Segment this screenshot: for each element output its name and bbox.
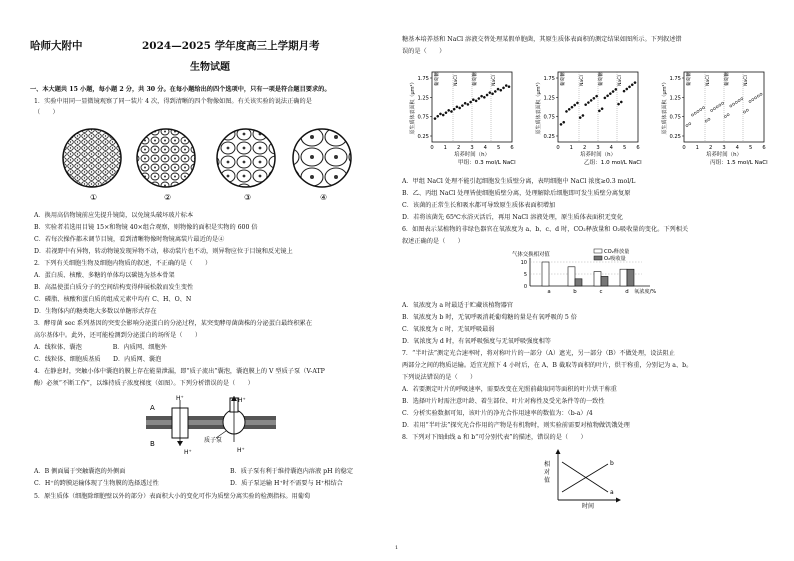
fig5-xtick-label: 1 <box>569 145 573 151</box>
fig5-data-point <box>502 87 504 89</box>
q6-stem: 6．如图表示某植物的非绿色器官在氧浓度为 a、b、c、d 时，CO₂释放量和 O₂吸收量的变化。下列相关 <box>402 226 689 233</box>
q2-option-d: D．生物体内的糖类绝大多数以单糖形式存在 <box>34 308 157 315</box>
gas-exchange-chart <box>502 248 672 298</box>
fig6-bar-co2 <box>620 269 627 286</box>
q2-option-c: C．磷脂、核酸和蛋白质的组成元素中均有 C、H、O、N <box>34 296 192 303</box>
fig5-data-point <box>464 102 466 104</box>
fig5-data-point <box>491 93 493 95</box>
q7-option-c: C．分析实验数据可知，该叶片的净光合作用速率的数值为：（b-a）/4 <box>402 410 593 417</box>
fig5-data-point <box>708 118 710 120</box>
fig5-data-point <box>579 117 581 119</box>
fig4-h-top-left: H⁺ <box>176 395 184 402</box>
fig5-treatment-label: 葡萄糖 <box>561 72 566 86</box>
q6-stem-cont: 叙述正确的是（ ） <box>402 238 464 245</box>
fig5-xtick-label: 0 <box>682 145 686 151</box>
page-number: 1 <box>395 545 399 551</box>
fig5-xtick-label: 4 <box>483 145 487 151</box>
fig5-data-point <box>448 109 450 111</box>
fig5-data-point <box>713 108 715 110</box>
q3-stem: 3．酵母菌 sec 系列基因的突变会影响分泌蛋白的分泌过程，某突变酵母菌菌株的分泌蛋白最终积累在 <box>34 320 313 327</box>
fig5-data-point <box>593 97 595 99</box>
fig5-data-point <box>746 109 748 111</box>
fig4-side-b: B <box>150 440 155 448</box>
q4-option-a: A．B 侧面属于突触囊泡的外侧面 <box>34 468 126 475</box>
subject-title: 生物试题 <box>190 62 230 73</box>
fig5-data-point <box>604 97 606 99</box>
fig5-data-point <box>560 123 562 125</box>
proton-pump-figure <box>146 394 276 456</box>
fig6-category-label: a <box>547 289 551 295</box>
fig5-caption: 丙组：1.5 mol/L NaCl <box>710 160 768 166</box>
q4-option-d: D．质子泵运输 H⁺时不需要与 H⁺相结合 <box>230 480 343 487</box>
fig6-ytick-label: 0 <box>523 284 527 290</box>
q7-stem-cont2: 下列说法错误的是（ ） <box>402 374 477 381</box>
fig5-ylabel: 原生质体表面积（μm²） <box>536 79 542 135</box>
q1-option-a: A．换用高倍物镜前应先提升镜筒，以免镜头破坏玻片标本 <box>34 212 194 219</box>
fig5-ytick-label: 1.75 <box>669 76 681 82</box>
fig5-data-point <box>612 90 614 92</box>
fig5-data-point <box>601 108 603 110</box>
fig5-data-point <box>456 106 458 108</box>
fig5-treatment-label: NaCl <box>706 75 711 86</box>
fig8-ylabel-3: 值 <box>544 477 551 484</box>
q3-options-ab: A．线粒体、囊泡 B．内质网、细胞外 <box>34 344 167 351</box>
fig5-treatment-label: 葡萄糖 <box>725 72 730 86</box>
fig5-xlabel: 培养时间（h） <box>580 152 616 158</box>
fig6-xlabel: 氧浓度/% <box>634 289 657 295</box>
fig4-h-bottom-left: H⁺ <box>184 449 192 456</box>
fig5-data-point <box>727 114 729 116</box>
fig5-data-point <box>587 101 589 103</box>
fig5-treatment-label: NaCl <box>580 75 585 86</box>
fig5-xtick-label: 3 <box>596 145 600 151</box>
fig6-category-label: d <box>625 289 629 295</box>
fig5-data-point <box>749 100 751 102</box>
fig5-data-point <box>508 86 510 88</box>
fig5-xtick-label: 1 <box>695 145 699 151</box>
curve-figure <box>542 448 622 510</box>
q2-stem: 2．下列有关细胞生物及细胞内物质的叙述，不正确的是（ ） <box>34 260 212 267</box>
fig5-xtick-label: 6 <box>762 145 766 151</box>
fig1-label-2: ② <box>164 193 172 202</box>
fig5-data-point <box>738 99 740 101</box>
fig5-data-point <box>568 108 570 110</box>
q7-option-b: B．选择叶片时需注意叶龄、着生部位、叶片对称性及受光条件等的一致性 <box>402 398 605 405</box>
fig6-bar-co2 <box>568 267 575 286</box>
q5-option-a: A．甲组 NaCl 处理不能引起细胞发生质壁分离，表明细胞中 NaCl 浓度≥0.3 mol/L <box>402 178 636 185</box>
fig4-side-a: A <box>150 404 155 412</box>
fig5-xlabel: 培养时间（h） <box>706 152 742 158</box>
fig5-data-point <box>467 103 469 105</box>
fig5-data-point <box>752 99 754 101</box>
fig5-data-point <box>480 95 482 97</box>
q8-stem: 8．下列对下图曲线 a 和 b“可分别代表”的描述，错误的是（ ） <box>402 434 587 441</box>
fig5-data-point <box>606 95 608 97</box>
fig5-data-point <box>724 115 726 117</box>
fig4-h-top-right: H⁺ <box>238 397 246 404</box>
fig5-data-point <box>494 90 496 92</box>
fig5-treatment-label: 葡萄糖 <box>599 72 604 86</box>
fig8-ylabel-1: 相 <box>544 461 551 468</box>
fig6-category-label: c <box>599 289 603 295</box>
fig5-data-point <box>609 93 611 95</box>
q6-option-b: B．氧浓度为 b 时，无氧呼吸消耗葡萄糖的量是有氧呼吸的 5 倍 <box>402 314 577 321</box>
fig5-data-point <box>574 104 576 106</box>
fig5-ytick-label: 0.25 <box>417 134 429 140</box>
fig5-data-point <box>730 105 732 107</box>
fig8-xlabel: 时间 <box>582 503 595 510</box>
fig5-data-point <box>623 90 625 92</box>
fig5-data-point <box>760 93 762 95</box>
q1-option-c: C．若每次操作都未调节目镜，看到清晰物像时物镜离装片最近的是④ <box>34 236 225 243</box>
fig5-data-point <box>576 102 578 104</box>
fig5-ytick-label: 0.75 <box>669 114 681 121</box>
fig5-treatment-label: 葡萄糖 <box>473 72 478 86</box>
fig5-data-point <box>475 100 477 102</box>
fig5-ytick-label: 0.75 <box>543 114 555 121</box>
q5-option-c: C．该菌的正常生长和吸水都可导致原生质体表面积增加 <box>402 202 556 209</box>
q7-stem-cont: 两部分之间的物质运输。适宜光照下 4 小时后，在 A、B 截取等面积的叶片，烘干称重，分别记为 a、b。 <box>402 362 693 369</box>
fig5-data-point <box>500 89 502 91</box>
fig5-data-point <box>743 111 745 113</box>
fig5-caption: 甲组：0.3 mol/L NaCl <box>458 160 516 166</box>
fig5-data-point <box>478 97 480 99</box>
q1-stem: 1．实验中用同一显微镜观察了同一装片 4 次，得到清晰的四个物像如图。有关该实验的说法正确的是 <box>34 98 312 105</box>
fig5-panel-2 <box>535 72 642 166</box>
fig5-xtick-label: 4 <box>609 145 613 151</box>
q5-option-d: D．若将该菌先 65℃水浴灭活后，再用 NaCl 溶液处理，原生质体表面积无变化 <box>402 214 623 221</box>
fig5-xtick-label: 1 <box>443 145 447 151</box>
fig5-data-point <box>620 101 622 103</box>
fig5-ytick-label: 0.25 <box>669 134 681 140</box>
fig6-ylabel: 气体交换相对值 <box>512 252 550 258</box>
fig6-ytick-label: 10 <box>520 260 527 266</box>
fig6-bar-o2 <box>575 279 582 286</box>
fig5-treatment-label: NaCl <box>454 75 459 86</box>
fig5-panel-1 <box>409 72 516 166</box>
microscope-figure <box>60 127 360 203</box>
q2-option-b: B．高温使蛋白质分子的空间结构变得伸展松散而发生变性 <box>34 284 194 291</box>
fig5-xtick-label: 6 <box>636 145 640 151</box>
fig4-pump-label: 质子泵 <box>204 437 223 444</box>
q5-stem: 5．原生质体（细胞除细胞壁以外的部分）表面积大小的变化可作为质壁分离实验的检测指标。用葡萄 <box>34 493 311 500</box>
fig5-data-point <box>628 86 630 88</box>
q2-option-a: A．蛋白质、核酸、多糖的单体均以碳链为基本骨架 <box>34 272 175 279</box>
fig5-panel-3 <box>661 72 768 166</box>
fig5-data-point <box>470 101 472 103</box>
fig5-ytick-label: 1.25 <box>543 95 555 102</box>
fig5-data-point <box>626 88 628 90</box>
fig8-curve-b: b <box>610 460 614 467</box>
fig5-ytick-label: 1.25 <box>669 95 681 102</box>
fig5-xtick-label: 2 <box>709 145 713 151</box>
fig6-bar-co2 <box>542 262 549 286</box>
fig5-ytick-label: 1.75 <box>543 76 555 82</box>
fig5-data-point <box>445 112 447 114</box>
fig5-treatment-label: 葡萄糖 <box>687 72 692 86</box>
q4-stem: 4．在静息时，突触小体中囊泡的膜上存在能量泄漏，即“质子流出”囊泡，囊泡膜上的 V 型质子泵（V-ATP <box>34 368 325 375</box>
fig5-data-point <box>598 110 600 112</box>
fig5-data-point <box>459 107 461 109</box>
q1-blank: （ ） <box>34 109 59 116</box>
fig6-legend-co2-swatch <box>594 249 602 253</box>
fig5-data-point <box>497 88 499 90</box>
q5-stem-cont: 糖基本培养基和 NaCl 溶液交替处理某假单胞菌，其原生质体表面积的测定结果如图所示。下列叙述错 <box>402 36 682 43</box>
fig5-xtick-label: 3 <box>470 145 474 151</box>
fig5-xtick-label: 5 <box>623 145 627 151</box>
fig5-treatment-label: 葡萄糖 <box>435 72 440 86</box>
fig5-data-point <box>686 124 688 126</box>
q7-option-d: D．若用“半叶法”探究光合作用的产物是有机物时，则实验前需要对植物做饥饿处理 <box>402 422 630 429</box>
fig5-treatment-label: NaCl <box>492 75 497 86</box>
fig5-data-point <box>697 110 699 112</box>
fig5-data-point <box>691 114 693 116</box>
fig5-data-point <box>700 108 702 110</box>
fig5-data-point <box>617 103 619 105</box>
fig8-curve-a: a <box>610 489 614 496</box>
fig5-data-point <box>483 96 485 98</box>
fig1-label-4: ④ <box>320 193 328 202</box>
q5-option-b: B．乙、丙组 NaCl 处理皆使细胞质壁分离，处理解除后细胞即可发生质壁分离复原 <box>402 190 631 197</box>
fig5-ytick-label: 0.25 <box>543 134 555 140</box>
fig5-data-point <box>719 104 721 106</box>
fig6-category-label: b <box>573 289 577 295</box>
fig6-legend-o2: O₂吸收量 <box>604 256 626 262</box>
fig5-data-point <box>590 99 592 101</box>
fig8-ylabel-2: 对 <box>544 469 551 476</box>
fig5-data-point <box>716 106 718 108</box>
q7-option-a: A．若要测定叶片的呼吸速率，需要改变在光照前截取同等面积的叶片烘干称重 <box>402 386 617 393</box>
fig5-data-point <box>450 110 452 112</box>
fig5-data-point <box>702 107 704 109</box>
fig5-data-point <box>585 104 587 106</box>
section-heading: 一、本大题共 15 小题，每小题 2 分，共 30 分。在每小题给出的四个选项中，只有一项是符合题目要求的。 <box>30 86 331 93</box>
fig5-data-point <box>735 101 737 103</box>
fig5-xtick-label: 2 <box>583 145 587 151</box>
fig5-data-point <box>461 105 463 107</box>
q4-option-b: B．质子泵有利于维持囊泡内溶液 pH 的稳定 <box>230 468 354 475</box>
fig5-data-point <box>571 106 573 108</box>
q6-option-d: D．氧浓度为 d 时，有氧呼吸强度与无氧呼吸强度相等 <box>402 338 551 345</box>
fig5-data-point <box>439 113 441 115</box>
fig5-xtick-label: 5 <box>749 145 753 151</box>
fig5-xtick-label: 5 <box>497 145 501 151</box>
fig5-data-point <box>442 114 444 116</box>
fig5-xlabel: 培养时间（h） <box>454 152 490 158</box>
fig5-data-point <box>596 95 598 97</box>
fig5-data-point <box>615 88 617 90</box>
q5-blank: 误的是（ ） <box>402 48 446 55</box>
q1-option-d: D．若视野中有异物，转动物镜发现异物不动，移动装片也不动，则异物应位于目镜和反光镜上 <box>34 248 293 255</box>
fig5-data-point <box>563 121 565 123</box>
fig5-xtick-label: 2 <box>457 145 461 151</box>
fig5-data-point <box>505 84 507 86</box>
protoplast-area-figure <box>402 58 774 176</box>
fig5-xtick-label: 6 <box>510 145 514 151</box>
fig5-data-point <box>705 120 707 122</box>
fig5-data-point <box>486 94 488 96</box>
fig5-treatment-label: NaCl <box>744 75 749 86</box>
fig6-bar-o2 <box>627 269 634 286</box>
fig5-data-point <box>732 103 734 105</box>
fig5-data-point <box>565 110 567 112</box>
fig5-ytick-label: 1.25 <box>417 95 429 102</box>
q3-options-cd: C．线粒体、细胞质基质 D．内质网、囊泡 <box>34 356 162 363</box>
fig1-label-1: ① <box>90 193 98 202</box>
fig5-ytick-label: 0.75 <box>417 114 429 121</box>
q6-option-c: C．氧浓度为 c 时，无氧呼吸最弱 <box>402 326 495 333</box>
fig5-xtick-label: 3 <box>722 145 726 151</box>
fig5-xtick-label: 0 <box>430 145 434 151</box>
fig5-ylabel: 原生质体表面积（μm²） <box>410 79 416 135</box>
fig5-data-point <box>434 118 436 120</box>
fig6-ytick-label: 5 <box>523 272 527 278</box>
fig5-data-point <box>437 115 439 117</box>
q7-stem: 7．“半叶法”测定光合速率时，将对称叶片的一部分（A）遮光，另一部分（B）不做处理，设法阻止 <box>402 350 675 357</box>
fig5-xtick-label: 0 <box>556 145 560 151</box>
fig5-ytick-label: 1.75 <box>417 76 429 82</box>
fig1-label-3: ③ <box>244 193 252 202</box>
fig6-bar-o2 <box>601 276 608 286</box>
fig5-data-point <box>472 99 474 101</box>
fig5-data-point <box>631 84 633 86</box>
fig6-legend-o2-swatch <box>594 256 602 260</box>
fig6-bar-co2 <box>594 272 601 286</box>
fig5-data-point <box>489 92 491 94</box>
fig5-data-point <box>694 112 696 114</box>
q6-option-a: A．氧浓度为 a 时最适于贮藏该植物器官 <box>402 302 514 309</box>
fig5-data-point <box>722 102 724 104</box>
fig5-ylabel: 原生质体表面积（μm²） <box>662 79 668 135</box>
fig5-data-point <box>689 123 691 125</box>
fig5-caption: 乙组：1.0 mol/L NaCl <box>584 160 642 166</box>
fig5-treatment-label: NaCl <box>618 75 623 86</box>
fig5-data-point <box>453 108 455 110</box>
fig5-data-point <box>711 109 713 111</box>
q1-option-b: B．实验者若选用目镜 15×和物镜 40×组合观察，则物像的面积是实物的 600 倍 <box>34 224 258 231</box>
fig5-data-point <box>634 82 636 84</box>
fig5-data-point <box>757 95 759 97</box>
fig5-data-point <box>741 98 743 100</box>
school-name: 哈师大附中 <box>30 40 83 52</box>
exam-term: 2024—2025 学年度高三上学期月考 <box>142 40 320 52</box>
fig5-xtick-label: 4 <box>735 145 739 151</box>
q4-option-c: C．H⁺的跨膜运输体现了生物膜的选择透过性 <box>34 480 159 487</box>
fig5-data-point <box>582 114 584 116</box>
q4-stem-cont: 酶）必须“不断工作”，以维持质子浓度梯度（如图）。下列分析错误的是（ ） <box>34 380 254 387</box>
fig6-legend-co2: CO₂释放量 <box>604 249 630 255</box>
fig4-h-bottom-right: H⁺ <box>237 447 245 454</box>
q3-stem-cont: 高尔基体中。此外，还可能检测到分泌蛋白的场所是（ ） <box>34 332 202 339</box>
fig5-data-point <box>754 97 756 99</box>
